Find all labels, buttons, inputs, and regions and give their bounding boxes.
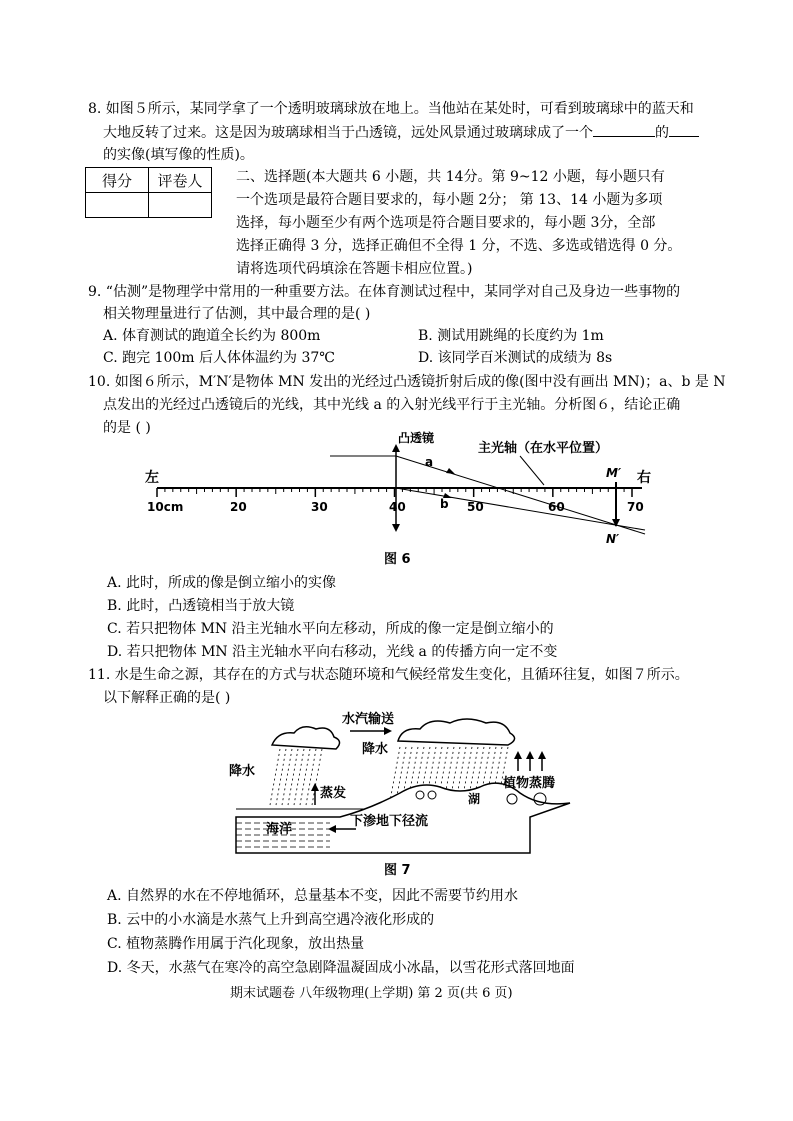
- section2-line1: 二、选择题(本大题共 6 小题，共 14分。第 9~12 小题，每小题只有: [236, 169, 665, 185]
- ray-b: [396, 488, 645, 530]
- ray-a-label: a: [425, 455, 434, 469]
- vapor-transport-label: 水汽输送: [342, 712, 395, 727]
- score-cell: [86, 193, 149, 218]
- q11-option-a: A. 自然界的水在不停地循环，总量基本不变，因此不需要节约用水: [107, 888, 519, 904]
- rain-streak: [390, 747, 400, 801]
- q10-line1: 10. 如图６所示，M′N′是物体 MN 发出的光经过凸透镜折射后成的像(图中没有画出 MN)；a、b 是 N: [88, 374, 726, 390]
- cloud-right: [398, 719, 515, 745]
- q11-option-c: C. 植物蒸腾作用属于汽化现象，放出热量: [107, 936, 365, 952]
- rain-streak: [288, 749, 298, 805]
- score-table: [85, 167, 212, 218]
- tick-label-30: 30: [311, 500, 328, 514]
- q8-line2-text-b: 的: [655, 125, 669, 141]
- ruler-ticks: [157, 488, 632, 497]
- transpiration-arrowhead-1: [514, 751, 522, 759]
- q9-option-a: A. 体育测试的跑道全长约为 800m: [103, 328, 321, 344]
- axis-label: 主光轴（在水平位置）: [478, 441, 609, 456]
- rain-left-label: 降水: [229, 764, 256, 779]
- m-prime-label: M′: [606, 466, 622, 480]
- figure-6: [0, 430, 793, 560]
- ocean-label: 海洋: [266, 822, 293, 837]
- q9-option-b: B. 测试用跳绳的长度约为 1m: [418, 328, 604, 344]
- q11-option-d: D. 冬天，水蒸气在寒冷的高空急剧降温凝固成小冰晶，以雪花形式落回地面: [107, 960, 575, 976]
- evaporation-arrowhead: [311, 783, 319, 791]
- rain-left: [270, 749, 322, 805]
- cloud-left: [272, 727, 340, 749]
- n-prime-label: N′: [606, 532, 620, 546]
- transpiration-label: 植物蒸腾: [503, 776, 556, 791]
- rain-streak: [276, 749, 286, 805]
- q11-line2: 以下解释正确的是( ): [103, 690, 231, 706]
- q10-option-b: B. 此时，凸透镜相当于放大镜: [107, 598, 295, 614]
- q8-blank-1: [593, 122, 655, 137]
- groundwater-label: 下渗地下径流: [350, 814, 429, 829]
- rain-streak: [294, 749, 304, 805]
- score-header: 得分: [86, 168, 149, 193]
- q9-line1: 9. “估测”是物理学中常用的一种重要方法。在体育测试过程中，某同学对自己及身边一些事物的: [88, 284, 681, 300]
- q8-line1: 8. 如图５所示，某同学拿了一个透明玻璃球放在地上。当他站在某处时，可看到玻璃球中的蓝天和: [88, 101, 694, 117]
- lens-arrow-up: [392, 444, 400, 452]
- transpiration-arrowhead-3: [538, 751, 546, 759]
- figure-7: [0, 705, 793, 855]
- section2-line3: 选择，每小题至少有两个选项是符合题目要求的，每小题 3分，全部: [236, 215, 656, 231]
- rain-streak: [282, 749, 292, 805]
- vapor-transport-arrowhead: [384, 727, 392, 735]
- grader-header: 评卷人: [149, 168, 212, 193]
- left-label: 左: [145, 470, 159, 486]
- lake-label: 湖: [468, 792, 481, 806]
- page-footer: 期末试题卷 八年级物理(上学期) 第 2 页(共 6 页): [230, 986, 513, 1001]
- axis-label-leader: [520, 456, 544, 485]
- section2-line5: 请将选项代码填涂在答题卡相应位置。): [236, 261, 473, 277]
- q8-line2: [103, 122, 699, 143]
- tick-label-20: 20: [230, 500, 247, 514]
- lens-label: 凸透镜: [398, 431, 435, 445]
- q9-option-d: D. 该同学百米测试的成绩为 8s: [418, 350, 613, 366]
- q10-line2: 点发出的光经过凸透镜后的光线，其中光线 a 的入射光线平行于主光轴。分析图６，结论正确: [103, 397, 681, 413]
- q11-line1: 11. 水是生命之源，其存在的方式与状态随环境和气候经常发生变化，且循环往复，如图７所示。: [88, 667, 689, 683]
- figure-6-caption: 图 6: [384, 552, 411, 567]
- ray-b-label: b: [440, 497, 449, 511]
- rain-streak: [300, 749, 310, 805]
- tick-label-70: 70: [627, 500, 644, 514]
- q10-line3: 的是 ( ): [103, 420, 151, 436]
- q9-option-c: C. 跑完 100m 后人体体温约为 37℃: [103, 350, 335, 366]
- q8-blank-2: [669, 122, 699, 137]
- q9-line2: 相关物理量进行了估测，其中最合理的是( ): [103, 306, 371, 322]
- lens-arrow-down: [392, 524, 400, 532]
- q10-option-c: C. 若只把物体 MN 沿主光轴水平向左移动，所成的像一定是倒立缩小的: [107, 621, 554, 637]
- rain-streak: [270, 749, 280, 805]
- ray-a-arrow: [446, 468, 455, 474]
- section2-line2: 一个选项是最符合题目要求的，每小题 2分； 第 13、14 小题为多项: [236, 192, 663, 208]
- transpiration-arrowhead-2: [526, 751, 534, 759]
- right-label: 右: [637, 470, 651, 486]
- tick-label-50: 50: [467, 500, 484, 514]
- tick-label-10: 10cm: [147, 500, 184, 514]
- figure-7-caption: 图 7: [384, 863, 411, 878]
- evaporation-label: 蒸发: [320, 786, 347, 801]
- q10-option-d: D. 若只把物体 MN 沿主光轴水平向右移动，光线 a 的传播方向一定不变: [107, 644, 558, 660]
- rain-right-label: 降水: [362, 742, 389, 757]
- q11-option-b: B. 云中的小水滴是水蒸气上升到高空遇冷液化形成的: [107, 912, 435, 928]
- section2-line4: 选择正确得 3 分，选择正确但不全得 1 分，不选、多选或错选得 0 分。: [236, 238, 682, 254]
- q8-line3: 的实像(填写像的性质)。: [103, 147, 254, 163]
- tick-label-40: 40: [389, 500, 406, 514]
- q10-option-a: A. 此时，所成的像是倒立缩小的实像: [107, 575, 337, 591]
- tick-label-60: 60: [548, 500, 565, 514]
- grader-cell: [149, 193, 212, 218]
- q8-line2-text-a: 大地反转了过来。这是因为玻璃球相当于凸透镜，远处风景通过玻璃球成了一个: [103, 125, 593, 141]
